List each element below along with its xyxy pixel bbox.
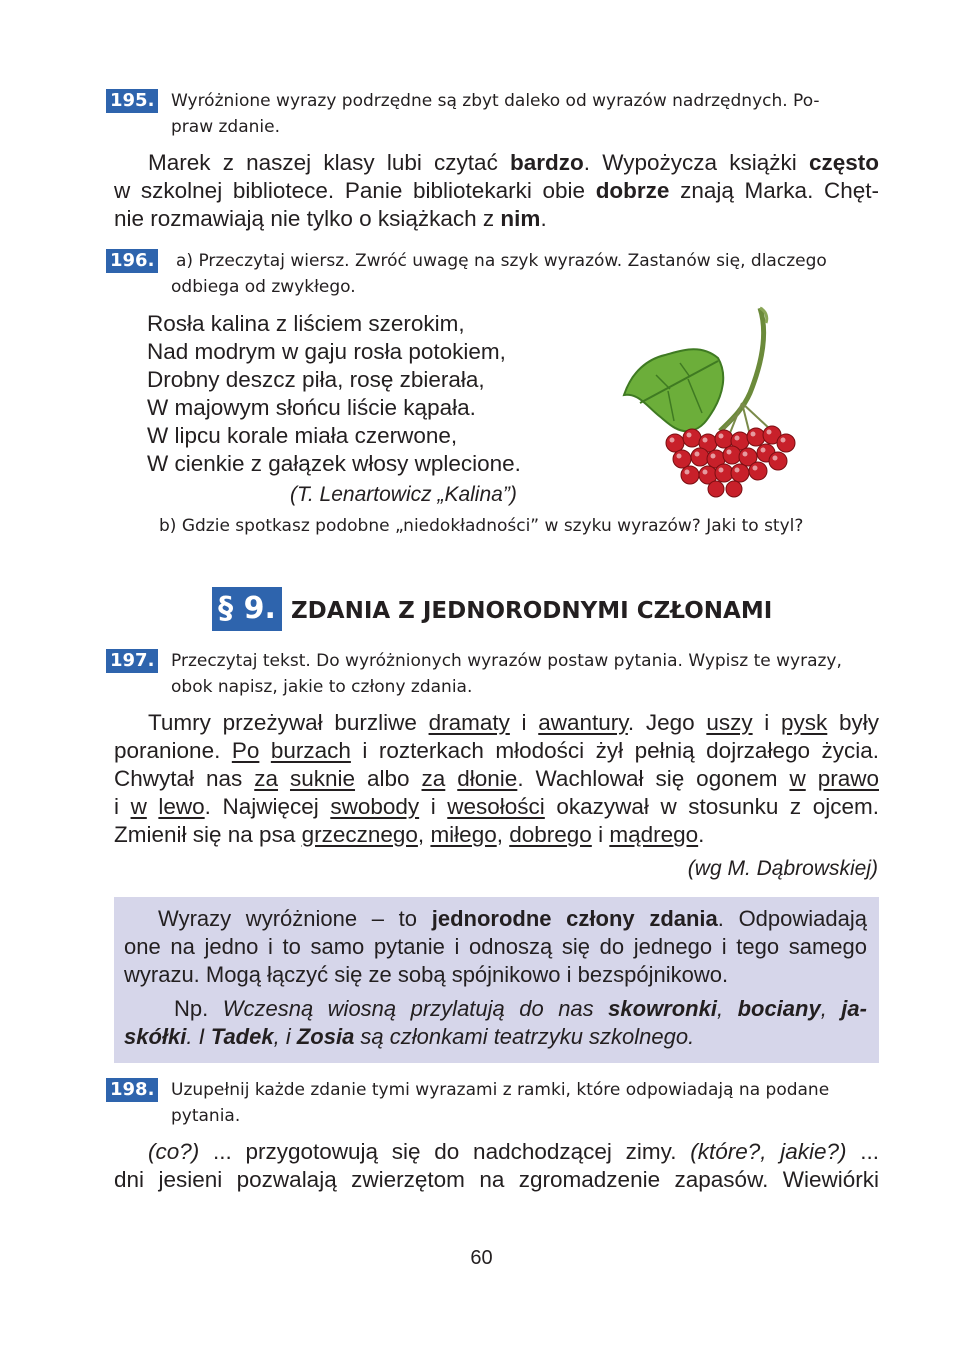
poem-author: (T. Lenartowicz „Kalina”) <box>290 483 517 506</box>
poem-line: Rosła kalina z liściem szerokim, <box>147 311 465 336</box>
rule-line: Wyrazy wyróżnione – to jednorodne człony zdania. Odpowiadają <box>158 906 867 931</box>
poem-line: W majowym słońcu liście kąpała. <box>147 395 476 420</box>
exercise-number-197: 197. <box>106 649 158 673</box>
text-line: Marek z naszej klasy lubi czytać bardzo. Wypożycza książki często <box>148 150 879 175</box>
text-line: Zmienił się na psa grzecznego, miłego, dobrego i mądrego. <box>114 822 705 847</box>
text-line: poranione. Po burzach i rozterkach młodości żył pełnią dojrzałego życia. <box>114 738 879 763</box>
text-line: i w lewo. Najwięcej swobody i wesołości okazywał w stosunku z ojcem. <box>114 794 879 819</box>
section-number-badge: § 9. <box>212 587 282 631</box>
instruction-line: odbiega od zwykłego. <box>171 277 356 297</box>
rule-text <box>124 905 867 1051</box>
rule-line: one na jedno i to samo pytanie i odnoszą się do jednego i tego samego <box>124 934 867 959</box>
text-line: (co?) ... przygotowują się do nadchodzącej zimy. (które?, jakie?) ... <box>148 1139 879 1164</box>
section-title: ZDANIA Z JEDNORODNYMI CZŁONAMI <box>291 598 773 624</box>
exercise-198-instruction <box>171 1077 829 1129</box>
viburnum-illustration <box>610 303 850 498</box>
text-line: Tumry przeżywał burzliwe dramaty i awantury. Jego uszy i pysk były <box>148 710 879 735</box>
exercise-196-part-b: b) Gdzie spotkasz podobne „niedokładności” w szyku wyrazów? Jaki to styl? <box>159 516 804 536</box>
poem <box>147 310 521 478</box>
instruction-line: pytania. <box>171 1106 241 1126</box>
instruction-line: Uzupełnij każde zdanie tymi wyrazami z ramki, które odpowiadają na podane <box>171 1080 830 1100</box>
exercise-195-instruction <box>171 88 820 140</box>
text-line: nie rozmawiają nie tylko o książkach z nim. <box>114 206 547 231</box>
poem-line: Drobny deszcz piła, rosę zbierała, <box>147 367 485 392</box>
exercise-198-text <box>114 1138 879 1194</box>
exercise-number-195: 195. <box>106 89 158 113</box>
exercise-197-text <box>114 709 879 849</box>
example-line: Np. Wczesną wiosną przylatują do nas skowronki, bociany, ja- <box>174 996 867 1021</box>
instruction-line: Przeczytaj tekst. Do wyróżnionych wyrazów postaw pytania. Wypisz te wyrazy, <box>171 651 842 671</box>
poem-line: W cienkie z gałązek włosy wplecione. <box>147 451 521 476</box>
text-line: Chwytał nas za suknie albo za dłonie. Wachlował się ogonem w prawo <box>114 766 879 791</box>
exercise-number-198: 198. <box>106 1078 158 1102</box>
exercise-197-instruction <box>171 648 842 700</box>
text-line: w szkolnej bibliotece. Panie bibliotekarki obie dobrze znają Marka. Chęt- <box>114 178 879 203</box>
page-number: 60 <box>470 1247 493 1269</box>
poem-line: W lipcu korale miała czerwone, <box>147 423 458 448</box>
poem-line: Nad modrym w gaju rosła potokiem, <box>147 339 506 364</box>
text-line: dni jesieni pozwalają zwierzętom na zgromadzenie zapasów. Wiewiórki <box>114 1167 879 1192</box>
example-line: skółki. I Tadek, i Zosia są członkami teatrzyku szkolnego. <box>124 1024 695 1049</box>
exercise-196-instruction <box>171 248 827 300</box>
exercise-195-text <box>114 149 879 233</box>
exercise-number-196: 196. <box>106 249 158 273</box>
rule-line: wyrazu. Mogą łączyć się ze sobą spójnikowo i bezspójnikowo. <box>124 962 729 987</box>
instruction-line: a) Przeczytaj wiersz. Zwróć uwagę na szyk wyrazów. Zastanów się, dlaczego <box>176 251 827 271</box>
instruction-line: praw zdanie. <box>171 117 280 137</box>
rule-box <box>114 897 879 1063</box>
instruction-line: obok napisz, jakie to człony zdania. <box>171 677 473 697</box>
text-source: (wg M. Dąbrowskiej) <box>687 857 878 880</box>
instruction-line: Wyróżnione wyrazy podrzędne są zbyt daleko od wyrazów nadrzędnych. Po- <box>171 91 820 111</box>
